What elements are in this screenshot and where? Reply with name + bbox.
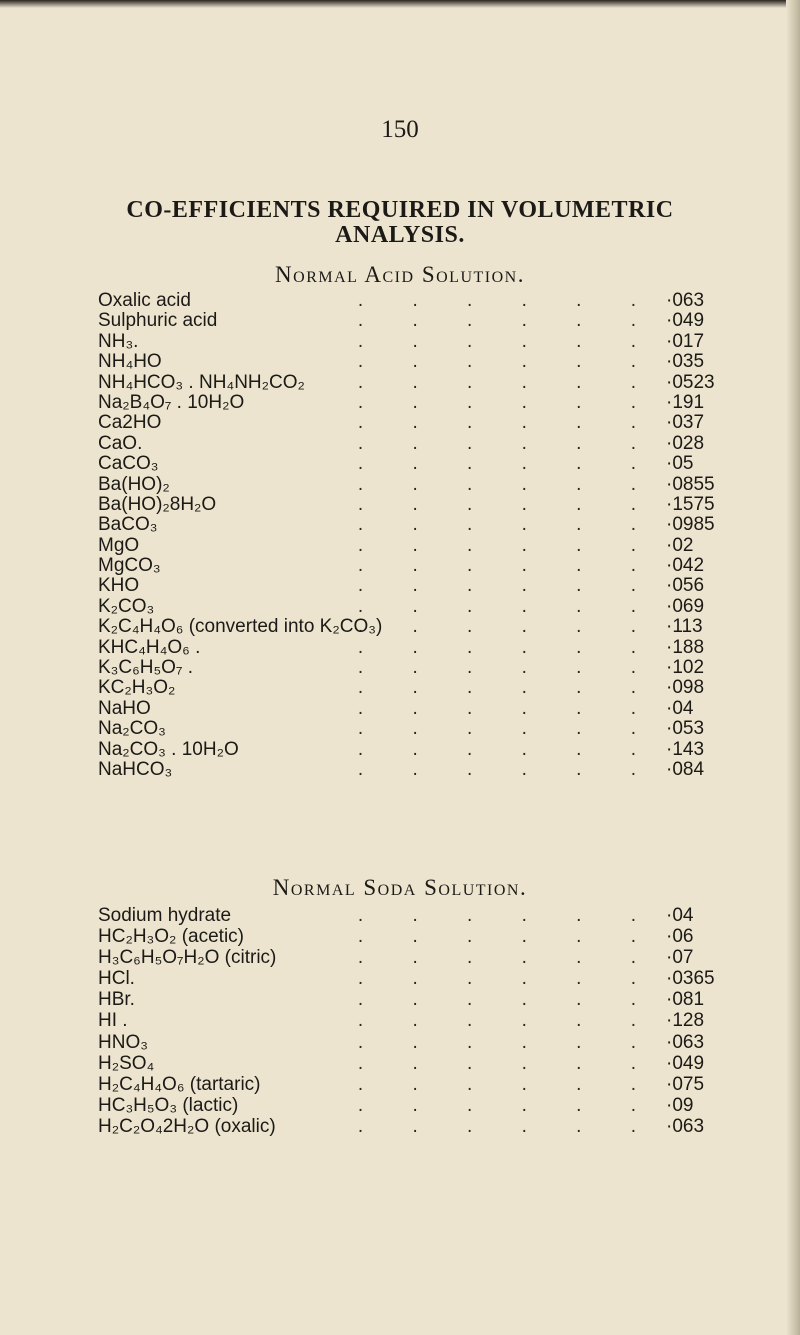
leader-dots: . . . . . . bbox=[357, 575, 658, 597]
leader-dots: . . . . . . bbox=[357, 1031, 658, 1053]
coefficient-value: ·063 bbox=[666, 290, 705, 311]
leader-dots: . . . . . . bbox=[357, 989, 658, 1011]
compound-name: CaO. bbox=[98, 432, 143, 454]
coefficient-value: ·069 bbox=[666, 595, 705, 617]
compound-name: Oxalic acid bbox=[98, 290, 191, 311]
compound-name: HC₂H₃O₂ (acetic) bbox=[98, 926, 244, 948]
table-row bbox=[98, 454, 748, 474]
leader-dots: . . . . . . bbox=[357, 330, 658, 352]
leader-dots: . . . . . . bbox=[357, 657, 658, 679]
table-row bbox=[98, 434, 748, 454]
compound-name: KC₂H₃O₂ bbox=[98, 677, 176, 699]
page-title-line-1: CO-EFFICIENTS REQUIRED IN VOLUMETRIC bbox=[126, 197, 674, 223]
coefficient-value: ·037 bbox=[666, 412, 705, 434]
coefficient-value: ·143 bbox=[666, 738, 705, 760]
coefficient-value: ·075 bbox=[666, 1073, 705, 1095]
leader-dots: . . . . . . bbox=[357, 310, 658, 332]
table-row bbox=[98, 760, 748, 780]
coefficient-value: ·09 bbox=[666, 1094, 694, 1116]
table-row bbox=[98, 678, 748, 698]
table-row bbox=[98, 475, 748, 495]
coefficient-value: ·128 bbox=[666, 1010, 705, 1032]
coefficient-value: ·0523 bbox=[666, 371, 715, 393]
leader-dots: . . . . . . bbox=[357, 926, 658, 948]
compound-name: Na₂CO₃ bbox=[98, 718, 166, 740]
compound-name: KHO bbox=[98, 575, 140, 597]
coefficient-value: ·084 bbox=[666, 758, 705, 780]
compound-name: Na₂B₄O₇ . 10H₂O bbox=[98, 391, 245, 413]
normal-soda-table bbox=[98, 905, 748, 1137]
table-row bbox=[98, 719, 748, 739]
table-row bbox=[98, 1053, 748, 1074]
leader-dots: . . . . . . bbox=[357, 947, 658, 969]
compound-name: H₃C₆H₅O₇H₂O (citric) bbox=[98, 947, 277, 969]
compound-name: HI . bbox=[98, 1010, 128, 1032]
table-row bbox=[98, 352, 748, 372]
leader-dots: . . . . . . bbox=[357, 595, 658, 617]
leader-dots: . . . . . . bbox=[357, 968, 658, 990]
table-row bbox=[98, 495, 748, 515]
compound-name: MgO bbox=[98, 534, 140, 556]
table-row bbox=[98, 597, 748, 617]
table-row bbox=[98, 311, 748, 331]
table-row bbox=[98, 291, 748, 311]
compound-name: K₂CO₃ bbox=[98, 595, 155, 617]
section-heading-normal-acid: Normal Acid Solution. bbox=[275, 262, 525, 287]
coefficient-value: ·056 bbox=[666, 575, 705, 597]
table-row bbox=[98, 1074, 748, 1095]
leader-dots: . . . . . . bbox=[357, 905, 658, 926]
leader-dots: . . . . . . bbox=[357, 371, 658, 393]
compound-name: Sulphuric acid bbox=[98, 310, 218, 332]
compound-name: CaCO₃ bbox=[98, 453, 159, 475]
coefficient-value: ·188 bbox=[666, 636, 705, 658]
coefficient-value: ·081 bbox=[666, 989, 705, 1011]
table-row bbox=[98, 658, 748, 678]
coefficient-value: ·098 bbox=[666, 677, 705, 699]
table-row bbox=[98, 1010, 748, 1031]
compound-name: Na₂CO₃ . 10H₂O bbox=[98, 738, 239, 760]
table-row bbox=[98, 1032, 748, 1053]
table-row bbox=[98, 373, 748, 393]
compound-name: NaHO bbox=[98, 697, 151, 719]
table-row bbox=[98, 905, 748, 926]
compound-name: K₂C₄H₄O₆ (converted into K₂CO₃) bbox=[98, 616, 383, 638]
coefficient-value: ·035 bbox=[666, 351, 705, 373]
coefficient-value: ·049 bbox=[666, 1052, 705, 1074]
table-row bbox=[98, 617, 748, 637]
table-row bbox=[98, 989, 748, 1010]
coefficient-value: ·028 bbox=[666, 432, 705, 454]
coefficient-value: ·07 bbox=[666, 947, 694, 969]
leader-dots: . . . . . . bbox=[357, 1052, 658, 1074]
coefficient-value: ·017 bbox=[666, 330, 705, 352]
table-row bbox=[98, 536, 748, 556]
normal-acid-table bbox=[98, 291, 748, 780]
leader-dots: . . . . . . bbox=[357, 412, 658, 434]
compound-name: HC₃H₅O₃ (lactic) bbox=[98, 1094, 239, 1116]
leader-dots: . . . . . . bbox=[357, 391, 658, 413]
table-row bbox=[98, 515, 748, 535]
page-number: 150 bbox=[381, 116, 419, 143]
coefficient-value: ·1575 bbox=[666, 493, 715, 515]
coefficient-value: ·063 bbox=[666, 1115, 705, 1137]
table-row bbox=[98, 413, 748, 433]
table-row bbox=[98, 332, 748, 352]
compound-name: H₂SO₄ bbox=[98, 1052, 155, 1074]
leader-dots: . . . . . . bbox=[357, 677, 658, 699]
compound-name: NH₄HCO₃ . NH₄NH₂CO₂ bbox=[98, 371, 305, 393]
leader-dots: . . . . . . bbox=[357, 351, 658, 373]
leader-dots: . . . . . . bbox=[357, 718, 658, 740]
table-row bbox=[98, 947, 748, 968]
leader-dots: . . . . . . bbox=[357, 697, 658, 719]
leader-dots: . . . . . . bbox=[357, 1115, 658, 1137]
table-row bbox=[98, 556, 748, 576]
leader-dots: . . . . . . bbox=[357, 758, 658, 780]
compound-name: HBr. bbox=[98, 989, 135, 1011]
table-row bbox=[98, 699, 748, 719]
coefficient-value: ·0855 bbox=[666, 473, 715, 495]
compound-name: HNO₃ bbox=[98, 1031, 148, 1053]
table-row bbox=[98, 926, 748, 947]
coefficient-value: ·04 bbox=[666, 905, 694, 926]
coefficient-value: ·05 bbox=[666, 453, 694, 475]
leader-dots: . . . . . . bbox=[357, 493, 658, 515]
section-heading-normal-soda: Normal Soda Solution. bbox=[272, 875, 528, 900]
compound-name: Ba(HO)₂8H₂O bbox=[98, 493, 217, 515]
coefficient-value: ·04 bbox=[666, 697, 694, 719]
coefficient-value: ·0365 bbox=[666, 968, 715, 990]
compound-name: NH₃. bbox=[98, 330, 139, 352]
table-row bbox=[98, 1095, 748, 1116]
coefficient-value: ·06 bbox=[666, 926, 694, 948]
compound-name: H₂C₂O₄2H₂O (oxalic) bbox=[98, 1115, 276, 1137]
table-row bbox=[98, 740, 748, 760]
compound-name: Sodium hydrate bbox=[98, 905, 232, 926]
leader-dots: . . . . . . bbox=[357, 453, 658, 475]
coefficient-value: ·02 bbox=[666, 534, 694, 556]
compound-name: K₃C₆H₅O₇ . bbox=[98, 657, 194, 679]
leader-dots: . . . . . . bbox=[357, 555, 658, 577]
leader-dots: . . . . . . bbox=[357, 290, 658, 311]
page-top-shadow bbox=[0, 0, 800, 8]
leader-dots: . . . . . . bbox=[357, 1010, 658, 1032]
leader-dots: . . . . . . bbox=[357, 1094, 658, 1116]
compound-name: NaHCO₃ bbox=[98, 758, 173, 780]
compound-name: NH₄HO bbox=[98, 351, 162, 373]
table-row bbox=[98, 638, 748, 658]
compound-name: Ca2HO bbox=[98, 412, 162, 434]
compound-name: BaCO₃ bbox=[98, 514, 158, 536]
page-title-line-2: ANALYSIS. bbox=[335, 222, 465, 248]
leader-dots: . . . . . . bbox=[357, 534, 658, 556]
coefficient-value: ·113 bbox=[666, 616, 703, 638]
coefficient-value: ·191 bbox=[666, 391, 705, 413]
leader-dots: . . . . . . bbox=[357, 1073, 658, 1095]
coefficient-value: ·102 bbox=[666, 657, 705, 679]
compound-name: HCl. bbox=[98, 968, 135, 990]
coefficient-value: ·049 bbox=[666, 310, 705, 332]
compound-name: Ba(HO)₂ bbox=[98, 473, 170, 495]
table-row bbox=[98, 576, 748, 596]
compound-name: KHC₄H₄O₆ . bbox=[98, 636, 201, 658]
compound-name: H₂C₄H₄O₆ (tartaric) bbox=[98, 1073, 261, 1095]
leader-dots: . . . . . . bbox=[357, 636, 658, 658]
leader-dots: . . . . . . bbox=[357, 616, 658, 638]
leader-dots: . . . . . . bbox=[357, 473, 658, 495]
leader-dots: . . . . . . bbox=[357, 432, 658, 454]
table-row bbox=[98, 1116, 748, 1137]
leader-dots: . . . . . . bbox=[357, 514, 658, 536]
table-row bbox=[98, 393, 748, 413]
leader-dots: . . . . . . bbox=[357, 738, 658, 760]
table-row bbox=[98, 968, 748, 989]
coefficient-value: ·063 bbox=[666, 1031, 705, 1053]
coefficient-value: ·042 bbox=[666, 555, 705, 577]
coefficient-value: ·053 bbox=[666, 718, 705, 740]
compound-name: MgCO₃ bbox=[98, 555, 161, 577]
coefficient-value: ·0985 bbox=[666, 514, 715, 536]
